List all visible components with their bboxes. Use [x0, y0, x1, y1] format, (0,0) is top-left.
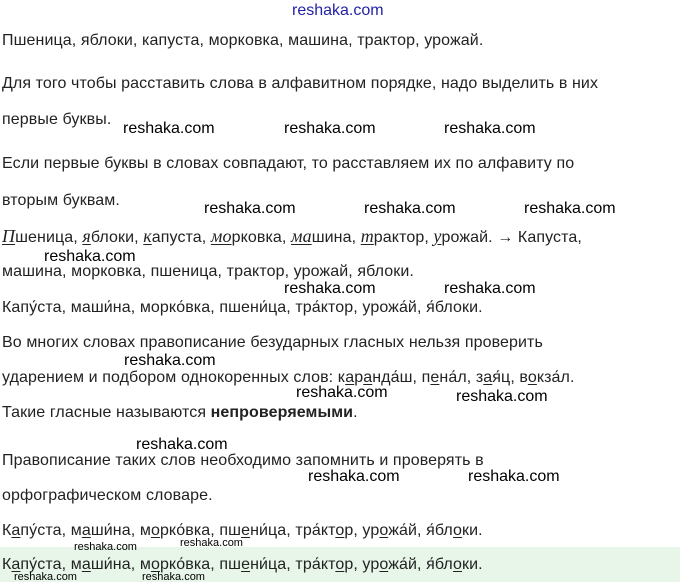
term-line: Такие гласные называются непроверяемыми.	[2, 404, 358, 421]
watermark: reshaka.com	[308, 468, 400, 485]
sorted-words-line: машина, морковка, пшеница, трактор, урожай, яблоки.	[2, 263, 414, 280]
term-bold: непроверяемыми	[210, 404, 354, 421]
watermark: reshaka.com	[284, 120, 376, 137]
paragraph-text: Для того чтобы расставить слова в алфавитном порядке, надо выделить в них	[2, 75, 599, 92]
stressed-words-line: Капу́ста, маши́на, морко́вка, пшени́ца, тра́ктор, урожа́й, я́блоки.	[2, 299, 483, 316]
paragraph-text: вторым буквам.	[2, 192, 120, 209]
watermark: reshaka.com	[444, 120, 536, 137]
site-watermark[interactable]: reshaka.com	[292, 2, 384, 19]
watermark: reshaka.com	[14, 571, 77, 583]
watermark: reshaka.com	[296, 384, 388, 401]
watermark: reshaka.com	[136, 436, 228, 453]
highlighted-letters-line: Пшеница, яблоки, капуста, морковка, машина, трактор, урожай. → Капуста,	[2, 226, 582, 246]
paragraph-text: Правописание таких слов необходимо запомнить и проверять в	[2, 452, 484, 469]
watermark: reshaka.com	[204, 200, 296, 217]
answer-line: Капу́ста, маши́на, морко́вка, пшени́ца, тра́ктор, урожа́й, я́блоки.	[2, 556, 483, 573]
watermark: reshaka.com	[180, 537, 243, 549]
words-list: Пшеница, яблоки, капуста, морковка, машина, трактор, урожай.	[2, 32, 484, 49]
underlined-vowels-line: Капу́ста, маши́на, морко́вка, пшени́ца, тра́ктор, урожа́й, я́блоки.	[2, 522, 483, 539]
watermark: reshaka.com	[284, 280, 376, 297]
watermark: reshaka.com	[74, 541, 137, 553]
paragraph-text: орфографическом словаре.	[2, 487, 213, 504]
watermark: reshaka.com	[456, 388, 548, 405]
watermark: reshaka.com	[364, 200, 456, 217]
paragraph-text: Если первые буквы в словах совпадают, то расставляем их по алфавиту по	[2, 155, 575, 172]
examples-line: ударением и подбором однокоренных слов: каранда́ш, пена́л, зая́ц, вокза́л.	[2, 369, 575, 386]
watermark: reshaka.com	[124, 352, 216, 369]
watermark: reshaka.com	[142, 571, 205, 583]
watermark: reshaka.com	[444, 280, 536, 297]
paragraph-text: первые буквы.	[2, 111, 112, 128]
watermark: reshaka.com	[468, 468, 560, 485]
watermark: reshaka.com	[123, 120, 215, 137]
paragraph-text: Во многих словах правописание безударных гласных нельзя проверить	[2, 334, 543, 351]
watermark: reshaka.com	[44, 248, 136, 265]
watermark: reshaka.com	[524, 200, 616, 217]
